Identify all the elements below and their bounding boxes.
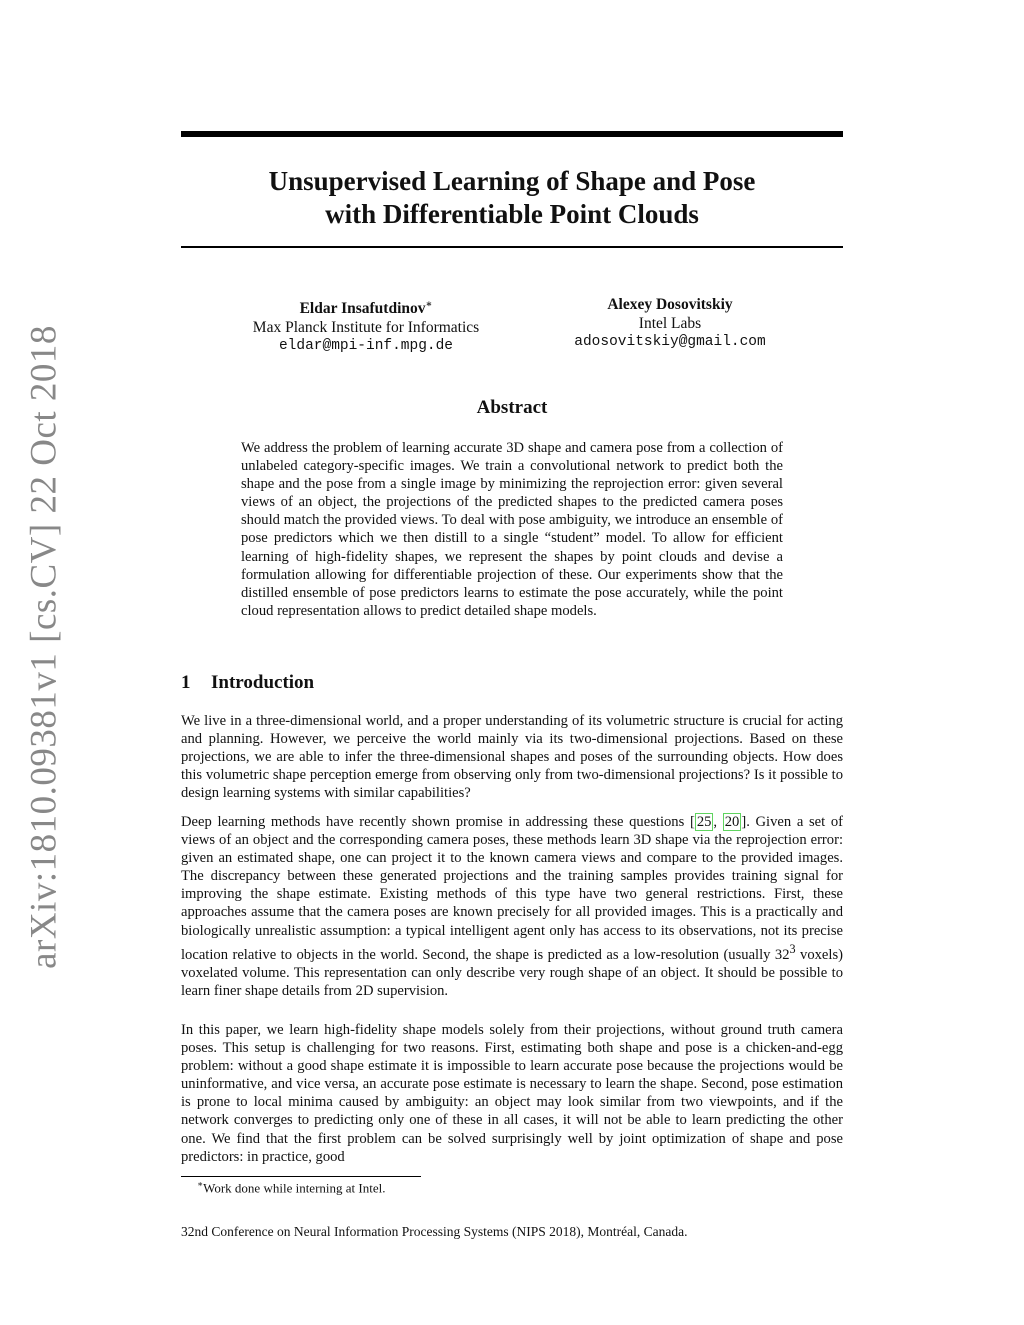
footnote <box>197 1179 385 1196</box>
author-email: eldar@mpi-inf.mpg.de <box>278 338 454 355</box>
citation-link-20[interactable]: 20 <box>724 814 740 830</box>
title-top-rule <box>181 131 843 137</box>
intro-paragraph-2: Deep learning methods have recently shown promise in addressing these questions [ 25 , 20 ]. Given a set of views of an object and the corresponding camera poses, these methods learn 3D shape via the reprojection error: given an estimated shape, one can project it to the known camera views and compare to the provided images. The discrepancy between these generated projections and the training samples provides training signal for improving the shape estimate. Existing methods of this type have two general restrictions. First, these approaches assume that the camera poses are known precisely for all provided images. This is a practically and biologically unrealistic assumption: a typical intelligent agent only has access to its observations, not its precise location relative to objects in the world. Second, the shape is predicted as a low-resolution (usually $32^3$ voxels) voxelated volume. This representation can only describe very rough shape of an object. It should be possible to learn finer shape details from 2D supervision. <box>181 814 844 999</box>
author-block-1 <box>226 295 506 356</box>
title-bottom-rule <box>181 246 843 248</box>
superscript-exponent: 3 <box>789 941 796 956</box>
title-line-1: Unsupervised Learning of Shape and Pose <box>268 166 756 196</box>
section-heading-introduction <box>181 672 314 694</box>
author-affiliation: Max Planck Institute for Informatics <box>252 319 480 337</box>
author-block-2 <box>530 295 810 352</box>
conference-footer: 32nd Conference on Neural Information Processing Systems (NIPS 2018), Montréal, Canada. <box>181 1224 688 1239</box>
section-title: Introduction <box>211 672 315 693</box>
abstract-heading: Abstract <box>476 397 548 418</box>
intro-paragraph-1: We live in a three-dimensional world, and a proper understanding of its volumetric structure is crucial for acting and planning. However, we perceive the world mainly via its two-dimensional projections. Based on these projections, we are able to infer the three-dimensional shapes and poses of the surrounding objects. How does this volumetric shape perception emerge from observing only from two-dimensional projections? Is it possible to design learning systems with similar capabilities? <box>181 713 843 802</box>
author-name: Alexey Dosovitskiy <box>607 296 733 313</box>
footnote-text: Work done while interning at Intel. <box>203 1180 386 1196</box>
paper-title <box>181 165 843 231</box>
author-footnote-marker: ∗ <box>425 299 433 310</box>
footnote-marker: ∗ <box>197 1179 204 1189</box>
title-line-2: with Differentiable Point Clouds <box>325 199 699 229</box>
author-email: adosovitskiy@gmail.com <box>574 334 766 350</box>
intro-paragraph-3: In this paper, we learn high-fidelity shape models solely from their projections, without ground truth camera poses. This setup is challenging for two reasons. First, estimating both shape and pose is a chicken-and-egg problem: without a good shape estimate it is impossible to learn accurate pose because the projections would be uninformative, and vice versa, an accurate pose estimate is necessary to learn the shape. Second, pose estimation is prone to local minima caused by ambiguity: an object may look similar from two viewpoints, and if the network converges to predicting only one of these in all cases, it will not be able to learn predicting the other one. We find that the first problem can be solved surprisingly well by joint optimization of shape and pose predictors: in practice, good <box>181 1022 843 1165</box>
citation-link-25[interactable]: 25 <box>696 814 712 830</box>
section-number: 1 <box>181 672 191 693</box>
author-affiliation: Intel Labs <box>638 315 702 332</box>
footnote-rule <box>181 1176 421 1177</box>
abstract-text: We address the problem of learning accurate 3D shape and camera pose from a collection of unlabeled category-specific images. We train a convolutional network to predict both the shape and the pose from a single image by minimizing the reprojection error: given several views of an object, the projections of the predicted shapes to the predicted camera poses should match the provided views. To deal with pose ambiguity, we introduce an ensemble of pose predictors which we then distill to a single “student” model. To allow for efficient learning of high-fidelity shapes, we represent the shapes by point clouds and devise a formulation allowing for differentiable projection of these. Our experiments show that the distilled ensemble of pose predictors learns to estimate the pose accurately, while the point cloud representation allows to predict detailed shape models. <box>241 440 783 619</box>
author-name: Eldar Insafutdinov∗ <box>299 299 433 318</box>
arxiv-identifier-stamp: arXiv:1810.09381v1 [cs.CV] 22 Oct 2018 <box>23 325 65 969</box>
